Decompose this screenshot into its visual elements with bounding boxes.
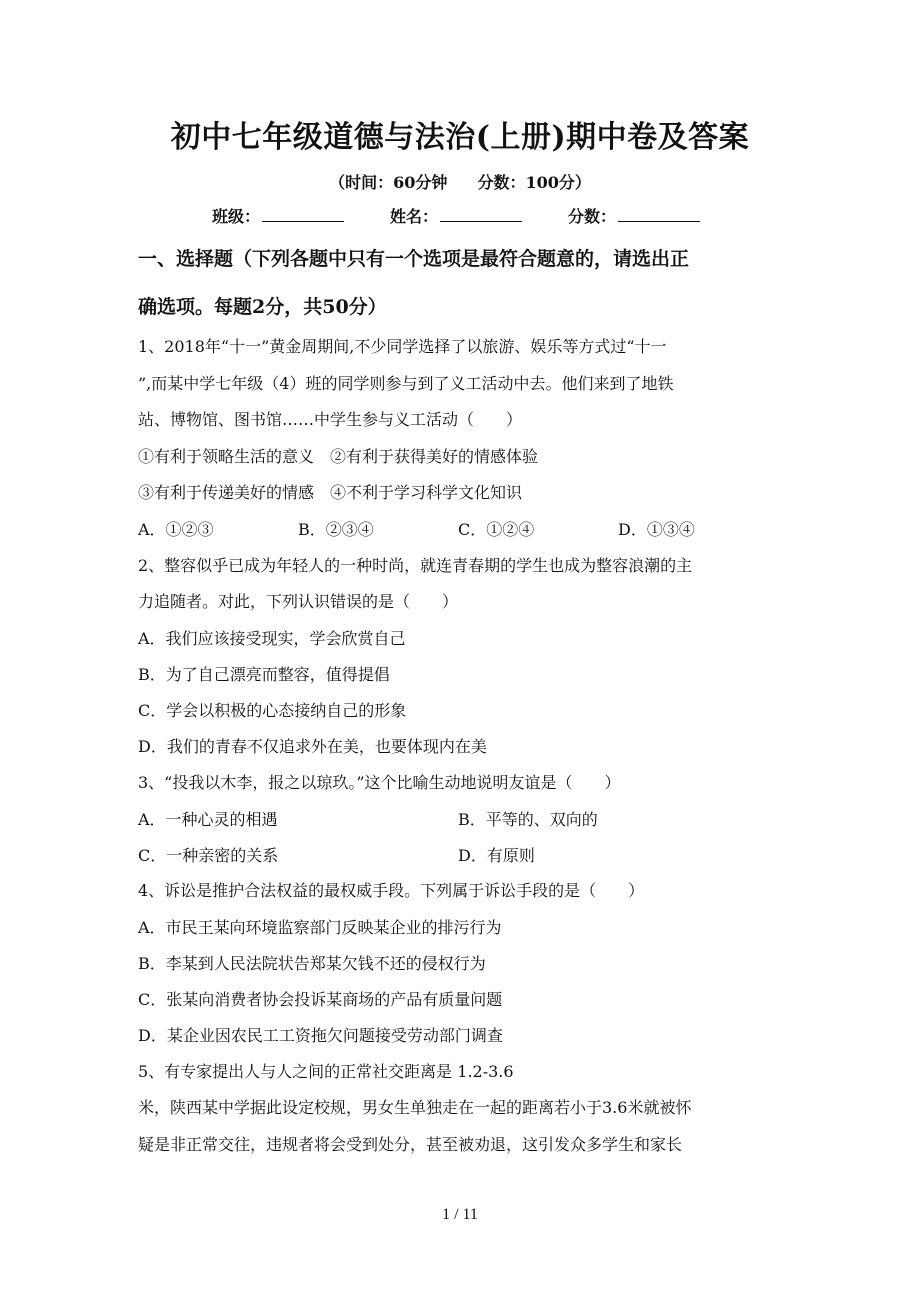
- q5-text-line1: 5、有专家提出人与人之间的正常社交距离是 1.2-3.6: [138, 1062, 514, 1081]
- exam-time: （时间：60分钟: [329, 173, 448, 192]
- page-title: 初中七年级道德与法治(上册)期中卷及答案: [170, 120, 750, 155]
- q4-option-b: B．李某到人民法院状告郑某欠钱不还的侵权行为: [138, 954, 486, 973]
- name-blank: [440, 207, 522, 222]
- q1-option-b: B．②③④: [298, 520, 374, 539]
- q2-option-c: C．学会以积极的心态接纳自己的形象: [138, 701, 407, 720]
- name-field: [390, 204, 522, 227]
- name-label: 姓名：: [390, 207, 439, 226]
- q1-option-a: A．①②③: [138, 520, 214, 539]
- section-heading-line1: 一、选择题（下列各题中只有一个选项是最符合题意的，请选出正: [138, 248, 690, 270]
- q1-text-line1: 1、2018年“十一”黄金周期间,不少同学选择了以旅游、娱乐等方式过“十一: [138, 337, 667, 356]
- q4-option-c: C．张某向消费者协会投诉某商场的产品有质量问题: [138, 990, 503, 1009]
- class-field: [212, 204, 344, 227]
- q1-option-d: D．①③④: [618, 520, 695, 539]
- q2-option-d: D．我们的青春不仅追求外在美，也要体现内在美: [138, 737, 487, 756]
- q1-statement-2: ③有利于传递美好的情感 ④不利于学习科学文化知识: [138, 483, 523, 502]
- class-label: 班级：: [212, 207, 261, 226]
- q5-text-line3: 疑是非正常交往，违规者将会受到处分，甚至被劝退，这引发众多学生和家长: [138, 1135, 683, 1154]
- class-blank: [262, 207, 344, 222]
- q5-text-line2: 米，陕西某中学据此设定校规，男女生单独走在一起的距离若小于3.6米就被怀: [138, 1098, 692, 1117]
- q1-text-line2: ”,而某中学七年级（4）班的同学则参与到了义工活动中去。他们来到了地铁: [138, 374, 674, 393]
- q2-text-line1: 2、整容似乎已成为年轻人的一种时尚，就连青春期的学生也成为整容浪潮的主: [138, 556, 693, 575]
- q1-text-line3: 站、博物馆、图书馆……中学生参与义工活动（ ）: [138, 410, 523, 429]
- q4-option-d: D．某企业因农民工工资拖欠问题接受劳动部门调查: [138, 1026, 503, 1045]
- q4-option-a: A．市民王某向环境监察部门反映某企业的排污行为: [138, 918, 502, 937]
- q3-option-b: B．平等的、双向的: [458, 810, 598, 829]
- page-number: 1 / 11: [442, 1206, 478, 1223]
- section-heading-line2: 确选项。每题2分，共50分）: [138, 296, 387, 318]
- q3-option-a: A．一种心灵的相遇: [138, 810, 278, 829]
- score-blank: [618, 207, 700, 222]
- exam-info: [0, 170, 920, 193]
- q4-text-line1: 4、诉讼是推护合法权益的最权威手段。下列属于诉讼手段的是（ ）: [138, 881, 645, 900]
- q3-text-line1: 3、“投我以木李，报之以琼玖。”这个比喻生动地说明友谊是（ ）: [138, 773, 621, 792]
- score-field: [568, 204, 700, 227]
- q1-statement-1: ①有利于领略生活的意义 ②有利于获得美好的情感体验: [138, 447, 539, 466]
- q3-option-c: C．一种亲密的关系: [138, 846, 279, 865]
- exam-total-score: 分数：100分）: [477, 173, 591, 192]
- q2-option-a: A．我们应该接受现实，学会欣赏自己: [138, 629, 406, 648]
- q2-text-line2: 力追随者。对此，下列认识错误的是（ ）: [138, 592, 459, 611]
- q2-option-b: B．为了自己漂亮而整容，值得提倡: [138, 665, 390, 684]
- q1-option-c: C．①②④: [458, 520, 535, 539]
- score-label: 分数：: [568, 207, 617, 226]
- q3-option-d: D．有原则: [458, 846, 535, 865]
